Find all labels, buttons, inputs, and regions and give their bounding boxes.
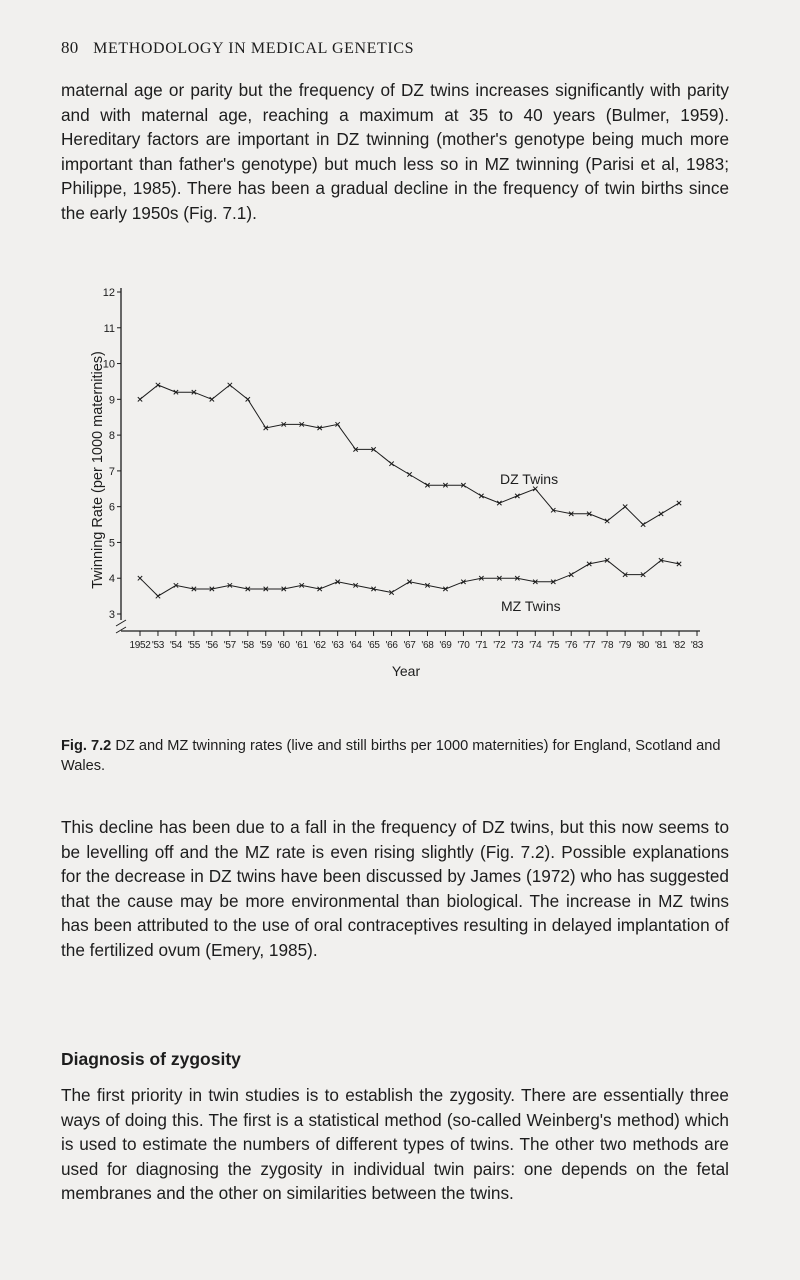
x-tick-label: '65 (367, 640, 380, 651)
section-heading: Diagnosis of zygosity (61, 1049, 241, 1069)
dz-series-label: DZ Twins (500, 471, 559, 487)
x-tick-label: '83 (690, 640, 704, 651)
chart-series (138, 383, 681, 598)
y-tick-label: 7 (108, 465, 115, 478)
x-axis-label: Year (391, 663, 421, 679)
x-tick-label: '55 (187, 640, 200, 651)
y-tick-label: 8 (108, 430, 115, 443)
x-tick-label: '81 (654, 640, 668, 651)
running-header (61, 38, 414, 58)
mz-series-line (140, 560, 679, 596)
x-tick-label: '59 (259, 640, 272, 651)
dz-point (156, 383, 160, 387)
figure-label: Fig. 7.2 (61, 738, 112, 754)
y-tick-label: 12 (102, 287, 115, 299)
y-tick-label: 9 (108, 394, 115, 407)
x-tick-label: '69 (439, 640, 452, 651)
dz-point (497, 501, 501, 505)
x-tick-label: '70 (457, 640, 470, 651)
dz-point (389, 462, 393, 466)
x-tick-label: '54 (169, 640, 183, 651)
dz-point (228, 383, 232, 387)
paragraph-1: maternal age or parity but the frequency of DZ twins increases significantly with parity and with maternal age, reaching a maximum at 35 to 40 years (Bulmer, 1959). Hereditary factors are important in DZ twinning (mother's genotype being much more important than father's genotype) but much less so in MZ twinning (Parisi et al, 1983; Philippe, 1985). There has been a gradual decline in the frequency of twin births since the early 1950s (Fig. 7.1). (61, 80, 729, 223)
paragraph-3: The first priority in twin studies is to establish the zygosity. There are essentially three ways of doing this. The first is a statistical method (so-called Weinberg's method) which is used to estimate the numbers of different types of twins. The other two methods are used for diagnosing the zygosity in individual twin pairs: one depends on the fetal membranes and the other on similarities between the twins. (61, 1085, 729, 1204)
mz-point (156, 594, 160, 598)
running-title: METHODOLOGY IN MEDICAL GENETICS (93, 40, 415, 57)
dz-series-line (140, 385, 679, 525)
y-tick-label: 6 (108, 501, 115, 514)
dz-point (659, 512, 663, 516)
figure-caption (61, 736, 729, 776)
page-number: 80 (61, 38, 79, 57)
y-axis-label: Twinning Rate (per 1000 maternities) (90, 351, 106, 589)
x-tick-label: '60 (277, 640, 290, 651)
y-tick-label: 10 (102, 358, 115, 371)
x-tick-label: '77 (583, 640, 596, 651)
dz-point (138, 397, 142, 401)
dz-series (138, 383, 681, 527)
x-tick-label: '63 (331, 640, 344, 651)
mz-series-label: MZ Twins (501, 598, 561, 614)
dz-point (407, 472, 411, 476)
y-tick-label: 5 (108, 537, 115, 550)
x-tick-label: '56 (205, 640, 218, 651)
x-tick-label: '71 (475, 640, 488, 651)
dz-point (246, 397, 250, 401)
x-tick-label: '68 (421, 640, 434, 651)
dz-point (641, 522, 645, 526)
mz-point (569, 572, 573, 576)
x-tick-label: '58 (241, 640, 254, 651)
twinning-rate-chart (0, 270, 800, 679)
x-tick-label: '57 (223, 640, 236, 651)
x-tick-label: '80 (637, 640, 650, 651)
x-tick-label: '66 (385, 640, 398, 651)
x-tick-label: '61 (295, 640, 308, 651)
x-tick-label: '76 (565, 640, 578, 651)
dz-point (623, 504, 627, 508)
dz-point (533, 487, 537, 491)
x-tick-label: 1952 (129, 640, 151, 651)
x-tick-label: '75 (547, 640, 560, 651)
x-tick-label: '72 (493, 640, 506, 651)
mz-series (138, 558, 681, 598)
x-tick-label: '62 (313, 640, 326, 651)
x-axis-ticks (129, 631, 703, 651)
dz-point (605, 519, 609, 523)
x-tick-label: '79 (619, 640, 632, 651)
dz-point (210, 397, 214, 401)
x-tick-label: '64 (349, 640, 362, 651)
x-tick-label: '53 (151, 640, 165, 651)
x-tick-label: '82 (672, 640, 686, 651)
chart-axes (116, 288, 700, 633)
figure-caption-text: DZ and MZ twinning rates (live and still births per 1000 maternities) for England, Scotland and Wales. (61, 738, 721, 774)
x-tick-label: '78 (601, 640, 614, 651)
paragraph-2: This decline has been due to a fall in the frequency of DZ twins, but this now seems to be levelling off and the MZ rate is even rising slightly (Fig. 7.2). Possible explanations for the decrease in DZ twins have been discussed by James (1972) who has suggested that the cause may be more environmental than biological. The increase in MZ twins has been attributed to the use of oral contraceptives resulting in delayed implantation of the fertilized ovum (Emery, 1985). (61, 817, 729, 960)
y-tick-label: 11 (103, 322, 115, 335)
dz-point (479, 494, 483, 498)
dz-point (677, 501, 681, 505)
x-tick-label: '67 (403, 640, 416, 651)
x-tick-label: '73 (511, 640, 524, 651)
y-tick-label: 4 (108, 573, 115, 586)
y-tick-label: 3 (108, 609, 115, 621)
mz-point (138, 576, 142, 580)
x-tick-label: '74 (529, 640, 542, 651)
dz-point (515, 494, 519, 498)
